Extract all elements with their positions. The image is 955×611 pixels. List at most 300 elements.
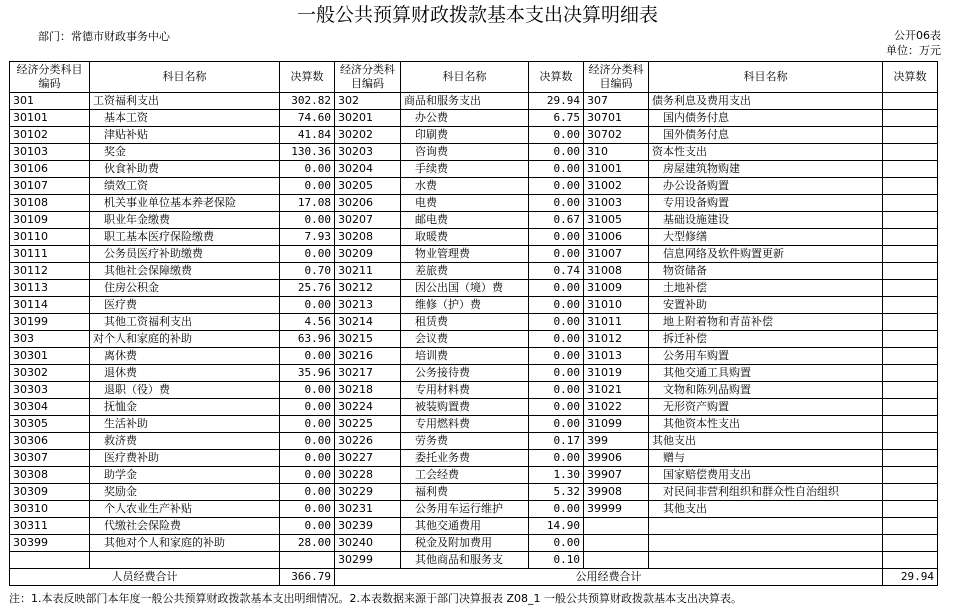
- public-total-value: 29.94: [883, 569, 938, 586]
- name-cell-1: [90, 552, 280, 569]
- name-cell-3: 国外债务付息: [649, 127, 883, 144]
- code-cell-1: 30112: [10, 263, 90, 280]
- amount-cell-1: 0.00: [280, 348, 335, 365]
- amount-cell-1: 0.70: [280, 263, 335, 280]
- amount-cell-1: 41.84: [280, 127, 335, 144]
- name-cell-3: 文物和陈列品购置: [649, 382, 883, 399]
- code-cell-1: 301: [10, 93, 90, 110]
- code-cell-3: 307: [584, 93, 649, 110]
- amount-cell-2: 0.10: [529, 552, 584, 569]
- name-cell-1: 其他社会保障缴费: [90, 263, 280, 280]
- code-cell-1: 30304: [10, 399, 90, 416]
- code-cell-3: 31021: [584, 382, 649, 399]
- name-cell-3: 信息网络及软件购置更新: [649, 246, 883, 263]
- table-row: [10, 144, 938, 161]
- name-cell-1: 住房公积金: [90, 280, 280, 297]
- amount-cell-1: 0.00: [280, 467, 335, 484]
- amount-cell-1: 28.00: [280, 535, 335, 552]
- name-cell-2: 委托业务费: [401, 450, 529, 467]
- table-row: [10, 433, 938, 450]
- amount-cell-3: [883, 365, 938, 382]
- code-cell-3: 310: [584, 144, 649, 161]
- code-cell-3: 31008: [584, 263, 649, 280]
- code-cell-3: 31009: [584, 280, 649, 297]
- code-cell-1: 30311: [10, 518, 90, 535]
- name-cell-3: [649, 535, 883, 552]
- name-cell-2: 被装购置费: [401, 399, 529, 416]
- name-cell-2: 专用材料费: [401, 382, 529, 399]
- code-cell-2: 30299: [335, 552, 401, 569]
- name-cell-2: 劳务费: [401, 433, 529, 450]
- unit-label: 单位：万元: [886, 44, 941, 57]
- table-row: [10, 127, 938, 144]
- code-cell-1: 30106: [10, 161, 90, 178]
- code-cell-1: 30303: [10, 382, 90, 399]
- amount-cell-3: [883, 450, 938, 467]
- name-cell-3: 其他资本性支出: [649, 416, 883, 433]
- totals-row: [10, 569, 938, 586]
- amount-cell-1: 25.76: [280, 280, 335, 297]
- amount-cell-3: [883, 212, 938, 229]
- amount-cell-2: 0.74: [529, 263, 584, 280]
- code-cell-3: [584, 552, 649, 569]
- amount-cell-2: 0.00: [529, 416, 584, 433]
- name-cell-3: 其他交通工具购置: [649, 365, 883, 382]
- personnel-total-value: 366.79: [280, 569, 335, 586]
- amount-cell-3: [883, 331, 938, 348]
- name-cell-1: 公务员医疗补助缴费: [90, 246, 280, 263]
- name-cell-3: 大型修缮: [649, 229, 883, 246]
- table-row: [10, 552, 938, 569]
- amount-cell-3: [883, 127, 938, 144]
- name-cell-3: 房屋建筑物购建: [649, 161, 883, 178]
- code-cell-2: 30226: [335, 433, 401, 450]
- amount-cell-2: 0.00: [529, 348, 584, 365]
- code-cell-1: 30103: [10, 144, 90, 161]
- name-cell-2: 差旅费: [401, 263, 529, 280]
- table-row: [10, 450, 938, 467]
- name-cell-2: 印刷费: [401, 127, 529, 144]
- table-row: [10, 212, 938, 229]
- name-cell-3: [649, 518, 883, 535]
- amount-cell-2: 0.00: [529, 280, 584, 297]
- table-row: [10, 263, 938, 280]
- code-cell-3: 31019: [584, 365, 649, 382]
- code-cell-3: 31006: [584, 229, 649, 246]
- code-cell-2: 30201: [335, 110, 401, 127]
- amount-cell-1: 63.96: [280, 331, 335, 348]
- amount-cell-3: [883, 518, 938, 535]
- code-cell-3: 30701: [584, 110, 649, 127]
- amount-cell-2: 0.00: [529, 365, 584, 382]
- code-cell-2: 30228: [335, 467, 401, 484]
- footnote: 注：1.本表反映部门本年度一般公共预算财政拨款基本支出明细情况。2.本表数据来源于部门决算报表 Z08_1 一般公共预算财政拨款基本支出决算表。: [9, 592, 743, 605]
- name-cell-3: 债务利息及费用支出: [649, 93, 883, 110]
- amount-cell-1: 74.60: [280, 110, 335, 127]
- personnel-total-label: 人员经费合计: [10, 569, 280, 586]
- amount-cell-2: 0.17: [529, 433, 584, 450]
- name-cell-1: 津贴补贴: [90, 127, 280, 144]
- amount-cell-2: 0.00: [529, 382, 584, 399]
- code-cell-1: 30399: [10, 535, 90, 552]
- amount-cell-3: [883, 110, 938, 127]
- table-row: [10, 518, 938, 535]
- code-cell-1: 30307: [10, 450, 90, 467]
- amount-cell-2: 29.94: [529, 93, 584, 110]
- name-cell-2: 电费: [401, 195, 529, 212]
- code-cell-3: 31011: [584, 314, 649, 331]
- name-cell-2: 因公出国（境）费: [401, 280, 529, 297]
- amount-cell-3: [883, 246, 938, 263]
- header-amount-2: 决算数: [529, 62, 584, 93]
- code-cell-3: [584, 518, 649, 535]
- amount-cell-3: [883, 416, 938, 433]
- table-row: [10, 501, 938, 518]
- name-cell-3: 赠与: [649, 450, 883, 467]
- amount-cell-2: 0.00: [529, 178, 584, 195]
- name-cell-1: 个人农业生产补贴: [90, 501, 280, 518]
- table-row: [10, 110, 938, 127]
- code-cell-2: 30216: [335, 348, 401, 365]
- name-cell-1: 其他工资福利支出: [90, 314, 280, 331]
- name-cell-3: 其他支出: [649, 433, 883, 450]
- code-cell-1: 30199: [10, 314, 90, 331]
- amount-cell-2: 0.00: [529, 399, 584, 416]
- code-cell-3: 31013: [584, 348, 649, 365]
- name-cell-1: 奖金: [90, 144, 280, 161]
- amount-cell-3: [883, 314, 938, 331]
- table-row: [10, 416, 938, 433]
- amount-cell-2: 1.30: [529, 467, 584, 484]
- amount-cell-1: 0.00: [280, 416, 335, 433]
- amount-cell-1: 0.00: [280, 433, 335, 450]
- code-cell-2: 30211: [335, 263, 401, 280]
- amount-cell-3: [883, 382, 938, 399]
- name-cell-3: 国内债务付息: [649, 110, 883, 127]
- name-cell-3: 资本性支出: [649, 144, 883, 161]
- amount-cell-3: [883, 552, 938, 569]
- code-cell-3: 30702: [584, 127, 649, 144]
- table-row: [10, 331, 938, 348]
- code-cell-3: 31010: [584, 297, 649, 314]
- amount-cell-2: 0.00: [529, 501, 584, 518]
- name-cell-2: 工会经费: [401, 467, 529, 484]
- name-cell-1: 代缴社会保险费: [90, 518, 280, 535]
- code-cell-1: 30110: [10, 229, 90, 246]
- header-amount-1: 决算数: [280, 62, 335, 93]
- code-cell-2: 302: [335, 93, 401, 110]
- amount-cell-3: [883, 348, 938, 365]
- code-cell-1: 30305: [10, 416, 90, 433]
- amount-cell-1: [280, 552, 335, 569]
- code-cell-3: 39908: [584, 484, 649, 501]
- code-cell-3: 31001: [584, 161, 649, 178]
- name-cell-1: 奖励金: [90, 484, 280, 501]
- page-title: 一般公共预算财政拨款基本支出决算明细表: [296, 4, 658, 26]
- public-total-label: 公用经费合计: [335, 569, 883, 586]
- amount-cell-1: 0.00: [280, 178, 335, 195]
- code-cell-1: 30310: [10, 501, 90, 518]
- amount-cell-2: 0.00: [529, 127, 584, 144]
- code-cell-1: 30101: [10, 110, 90, 127]
- code-cell-3: 39906: [584, 450, 649, 467]
- code-cell-2: 30214: [335, 314, 401, 331]
- name-cell-1: 其他对个人和家庭的补助: [90, 535, 280, 552]
- code-cell-2: 30218: [335, 382, 401, 399]
- name-cell-3: 无形资产购置: [649, 399, 883, 416]
- table-row: [10, 195, 938, 212]
- code-cell-2: 30215: [335, 331, 401, 348]
- code-cell-3: 39907: [584, 467, 649, 484]
- name-cell-1: 医疗费: [90, 297, 280, 314]
- name-cell-3: [649, 552, 883, 569]
- code-cell-3: 39999: [584, 501, 649, 518]
- name-cell-1: 退休费: [90, 365, 280, 382]
- amount-cell-1: 0.00: [280, 450, 335, 467]
- code-cell-1: 30113: [10, 280, 90, 297]
- name-cell-2: 税金及附加费用: [401, 535, 529, 552]
- header-name-2: 科目名称: [401, 62, 529, 93]
- code-cell-2: 30204: [335, 161, 401, 178]
- code-cell-1: 30308: [10, 467, 90, 484]
- amount-cell-3: [883, 484, 938, 501]
- table-row: [10, 365, 938, 382]
- name-cell-2: 公务用车运行维护: [401, 501, 529, 518]
- table-row: [10, 484, 938, 501]
- amount-cell-3: [883, 93, 938, 110]
- name-cell-2: 其他商品和服务支: [401, 552, 529, 569]
- amount-cell-2: 0.00: [529, 144, 584, 161]
- header-name-3: 科目名称: [649, 62, 883, 93]
- name-cell-1: 医疗费补助: [90, 450, 280, 467]
- header-name-1: 科目名称: [90, 62, 280, 93]
- header-code-3: 经济分类科目编码: [584, 62, 649, 93]
- table-row: [10, 348, 938, 365]
- name-cell-2: 水费: [401, 178, 529, 195]
- amount-cell-2: 0.00: [529, 229, 584, 246]
- name-cell-2: 咨询费: [401, 144, 529, 161]
- name-cell-2: 租赁费: [401, 314, 529, 331]
- code-cell-2: 30240: [335, 535, 401, 552]
- amount-cell-1: 17.08: [280, 195, 335, 212]
- code-cell-2: 30207: [335, 212, 401, 229]
- amount-cell-1: 0.00: [280, 246, 335, 263]
- amount-cell-2: 0.00: [529, 246, 584, 263]
- name-cell-3: 对民间非营利组织和群众性自治组织: [649, 484, 883, 501]
- code-cell-2: 30229: [335, 484, 401, 501]
- expenditure-table: [9, 61, 938, 586]
- code-cell-1: 30306: [10, 433, 90, 450]
- amount-cell-2: 6.75: [529, 110, 584, 127]
- code-cell-3: 31007: [584, 246, 649, 263]
- name-cell-1: 救济费: [90, 433, 280, 450]
- name-cell-1: 伙食补助费: [90, 161, 280, 178]
- amount-cell-3: [883, 399, 938, 416]
- amount-cell-1: 302.82: [280, 93, 335, 110]
- code-cell-2: 30224: [335, 399, 401, 416]
- name-cell-2: 其他交通费用: [401, 518, 529, 535]
- name-cell-1: 离休费: [90, 348, 280, 365]
- code-cell-2: 30213: [335, 297, 401, 314]
- name-cell-3: 基础设施建设: [649, 212, 883, 229]
- name-cell-3: 地上附着物和青苗补偿: [649, 314, 883, 331]
- name-cell-1: 助学金: [90, 467, 280, 484]
- name-cell-2: 办公费: [401, 110, 529, 127]
- table-row: [10, 399, 938, 416]
- name-cell-3: 安置补助: [649, 297, 883, 314]
- code-cell-3: 31005: [584, 212, 649, 229]
- amount-cell-1: 0.00: [280, 382, 335, 399]
- table-row: [10, 93, 938, 110]
- amount-cell-2: 0.00: [529, 297, 584, 314]
- name-cell-2: 取暖费: [401, 229, 529, 246]
- table-header-row: [10, 62, 938, 93]
- code-cell-1: 30309: [10, 484, 90, 501]
- name-cell-1: 抚恤金: [90, 399, 280, 416]
- name-cell-1: 职工基本医疗保险缴费: [90, 229, 280, 246]
- code-cell-1: 30111: [10, 246, 90, 263]
- code-cell-2: 30239: [335, 518, 401, 535]
- code-cell-2: 30202: [335, 127, 401, 144]
- amount-cell-3: [883, 467, 938, 484]
- code-cell-1: 30109: [10, 212, 90, 229]
- amount-cell-1: 0.00: [280, 518, 335, 535]
- amount-cell-2: 5.32: [529, 484, 584, 501]
- code-cell-2: 30225: [335, 416, 401, 433]
- code-cell-3: 399: [584, 433, 649, 450]
- amount-cell-3: [883, 144, 938, 161]
- table-row: [10, 467, 938, 484]
- table-row: [10, 535, 938, 552]
- amount-cell-2: 0.00: [529, 161, 584, 178]
- name-cell-2: 手续费: [401, 161, 529, 178]
- header-amount-3: 决算数: [883, 62, 938, 93]
- amount-cell-3: [883, 229, 938, 246]
- name-cell-2: 专用燃料费: [401, 416, 529, 433]
- name-cell-1: 绩效工资: [90, 178, 280, 195]
- code-cell-2: 30227: [335, 450, 401, 467]
- amount-cell-3: [883, 178, 938, 195]
- amount-cell-2: 0.00: [529, 450, 584, 467]
- table-row: [10, 280, 938, 297]
- name-cell-3: 国家赔偿费用支出: [649, 467, 883, 484]
- amount-cell-2: 0.67: [529, 212, 584, 229]
- table-row: [10, 161, 938, 178]
- code-cell-1: 30108: [10, 195, 90, 212]
- code-cell-3: 31012: [584, 331, 649, 348]
- code-cell-3: 31003: [584, 195, 649, 212]
- code-cell-1: 30107: [10, 178, 90, 195]
- amount-cell-2: 14.90: [529, 518, 584, 535]
- amount-cell-3: [883, 433, 938, 450]
- code-cell-2: 30206: [335, 195, 401, 212]
- amount-cell-3: [883, 195, 938, 212]
- name-cell-2: 培训费: [401, 348, 529, 365]
- amount-cell-1: 35.96: [280, 365, 335, 382]
- code-cell-3: [584, 535, 649, 552]
- code-cell-1: 30102: [10, 127, 90, 144]
- code-cell-1: 30302: [10, 365, 90, 382]
- code-cell-3: 31002: [584, 178, 649, 195]
- amount-cell-3: [883, 263, 938, 280]
- amount-cell-2: 0.00: [529, 331, 584, 348]
- name-cell-3: 其他支出: [649, 501, 883, 518]
- name-cell-1: 机关事业单位基本养老保险: [90, 195, 280, 212]
- name-cell-1: 对个人和家庭的补助: [90, 331, 280, 348]
- code-cell-1: 303: [10, 331, 90, 348]
- name-cell-1: 退职（役）费: [90, 382, 280, 399]
- table-row: [10, 229, 938, 246]
- code-cell-2: 30212: [335, 280, 401, 297]
- table-code: 公开06表: [894, 29, 941, 42]
- code-cell-2: 30205: [335, 178, 401, 195]
- name-cell-1: 职业年金缴费: [90, 212, 280, 229]
- name-cell-2: 商品和服务支出: [401, 93, 529, 110]
- name-cell-2: 物业管理费: [401, 246, 529, 263]
- amount-cell-3: [883, 535, 938, 552]
- name-cell-3: 办公设备购置: [649, 178, 883, 195]
- name-cell-3: 土地补偿: [649, 280, 883, 297]
- amount-cell-1: 0.00: [280, 399, 335, 416]
- amount-cell-1: 4.56: [280, 314, 335, 331]
- amount-cell-1: 0.00: [280, 501, 335, 518]
- amount-cell-1: 130.36: [280, 144, 335, 161]
- name-cell-3: 专用设备购置: [649, 195, 883, 212]
- name-cell-2: 会议费: [401, 331, 529, 348]
- code-cell-3: 31022: [584, 399, 649, 416]
- amount-cell-1: 7.93: [280, 229, 335, 246]
- code-cell-2: 30217: [335, 365, 401, 382]
- code-cell-2: 30208: [335, 229, 401, 246]
- amount-cell-2: 0.00: [529, 314, 584, 331]
- amount-cell-2: 0.00: [529, 535, 584, 552]
- name-cell-1: 生活补助: [90, 416, 280, 433]
- table-row: [10, 178, 938, 195]
- code-cell-2: 30209: [335, 246, 401, 263]
- code-cell-1: 30301: [10, 348, 90, 365]
- amount-cell-3: [883, 297, 938, 314]
- name-cell-3: 拆迁补偿: [649, 331, 883, 348]
- department-label: 部门：常德市财政事务中心: [38, 30, 170, 43]
- amount-cell-2: 0.00: [529, 195, 584, 212]
- amount-cell-3: [883, 161, 938, 178]
- name-cell-1: 基本工资: [90, 110, 280, 127]
- code-cell-2: 30203: [335, 144, 401, 161]
- table-row: [10, 297, 938, 314]
- code-cell-2: 30231: [335, 501, 401, 518]
- name-cell-2: 维修（护）费: [401, 297, 529, 314]
- code-cell-3: 31099: [584, 416, 649, 433]
- table-row: [10, 382, 938, 399]
- amount-cell-3: [883, 501, 938, 518]
- amount-cell-1: 0.00: [280, 484, 335, 501]
- header-code-1: 经济分类科目编码: [10, 62, 90, 93]
- amount-cell-1: 0.00: [280, 212, 335, 229]
- name-cell-2: 邮电费: [401, 212, 529, 229]
- amount-cell-3: [883, 280, 938, 297]
- name-cell-2: 公务接待费: [401, 365, 529, 382]
- amount-cell-1: 0.00: [280, 161, 335, 178]
- table-row: [10, 314, 938, 331]
- code-cell-1: 30114: [10, 297, 90, 314]
- name-cell-3: 公务用车购置: [649, 348, 883, 365]
- name-cell-2: 福利费: [401, 484, 529, 501]
- amount-cell-1: 0.00: [280, 297, 335, 314]
- table-row: [10, 246, 938, 263]
- header-code-2: 经济分类科目编码: [335, 62, 401, 93]
- name-cell-3: 物资储备: [649, 263, 883, 280]
- code-cell-1: [10, 552, 90, 569]
